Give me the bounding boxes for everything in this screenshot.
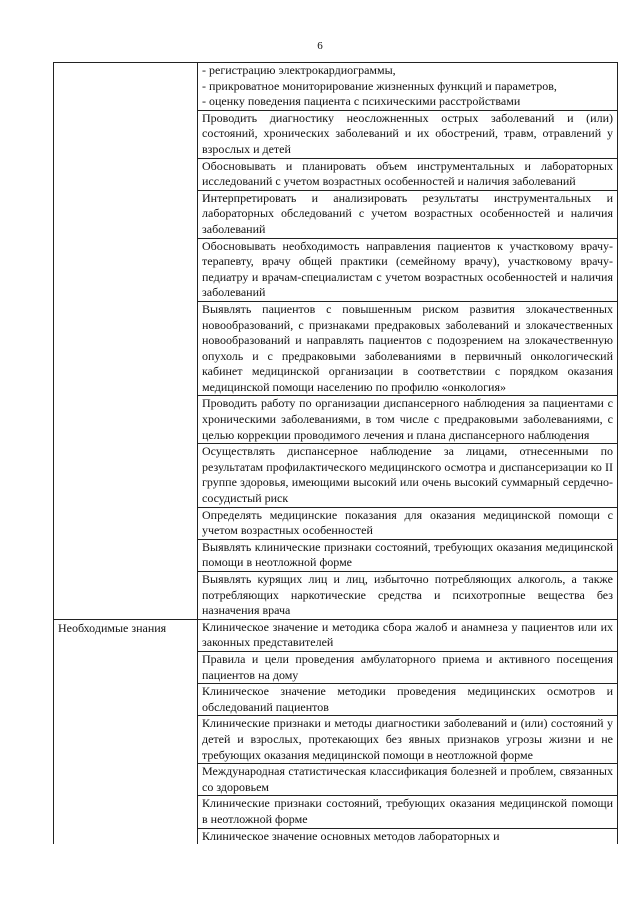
row-text: Интерпретировать и анализировать результаты инструментальных и лабораторных обследований с учетом возрастных особенностей и наличия заболеваний [202,190,613,236]
skills-section [54,63,617,620]
table-row [198,159,617,191]
table-row [198,620,617,652]
table-row [198,111,617,159]
row-text: - прикроватное мониторирование жизненных функций и параметров, [202,78,557,93]
row-text: - регистрацию электрокардиограммы, [202,63,396,77]
row-text: Проводить диагностику неосложненных острых заболеваний и (или) состояний, хронических заболеваний и их обострений, травм, отравлений у взрослых и детей [202,110,613,156]
section-label [54,63,198,620]
skills-list [198,63,617,620]
row-text: Клинические признаки и методы диагностики заболеваний и (или) состояний у детей и взрослых, протекающих без явных признаков угрозы жизни и не требующих оказания медицинской помощи в неотложной форме [202,716,613,762]
row-text: Выявлять клинические признаки состояний, требующих оказания медицинской помощи в неотложной форме [202,539,613,570]
table-row [198,540,617,572]
row-text: Международная статистическая классификация болезней и проблем, связанных со здоровьем [202,764,613,794]
row-text: Проводить работу по организации диспансерного наблюдения за пациентами с хроническими заболеваниями, в том числе с предраковыми заболеваниями, с целью коррекции проводимого лечения и плана диспансерного наблюдения [202,396,613,442]
table-row [198,716,617,764]
knowledge-list [198,620,617,844]
row-text: Определять медицинские показания для оказания медицинской помощи с учетом возрастных особенностей [202,507,613,538]
row-text: Обосновывать и планировать объем инструментальных и лабораторных исследований с учетом возрастных особенностей и наличия заболеваний [202,158,613,189]
row-text: Клиническое значение основных методов лабораторных и [202,828,500,843]
table-row [198,508,617,540]
table-row [198,191,617,239]
row-text: Осуществлять диспансерное наблюдение за лицами, отнесенными по результатам профилактического медицинского осмотра и диспансеризации ко II группе здоровья, имеющими высокий или очень высокий суммарный сердечно-сосудистый риск [202,444,613,506]
section-label-knowledge: Необходимые знания [54,620,198,844]
table-row [198,444,617,507]
table-row [198,572,617,620]
row-text: Клиническое значение методики проведения медицинских осмотров и обследований пациентов [202,684,613,714]
row-text: Обосновывать необходимость направления пациентов к участковому врачу-терапевту, врачу общей практики (семейному врачу), участковому врачу-педиатру и врачам-специалистам с учетом возрастных особенностей и наличия заболеваний [202,238,613,300]
row-text: Выявлять пациентов с повышенным риском развития злокачественных новообразований, с признаками предраковых заболеваний и злокачественных новообразований и направлять пациентов с подозрением на злокачественную опухоль и с предраковыми заболеваниями в первичный онкологический кабинет медицинской организации в соответствии с порядком оказания медицинской помощи населению по профилю «онкология» [202,301,613,394]
row-text: Правила и цели проведения амбулаторного приема и активного посещения пациентов на дому [202,651,613,682]
table-row [198,302,617,397]
table-row [198,829,617,845]
table-row [198,796,617,828]
table-row [198,239,617,302]
row-text: - оценку поведения пациента с психическими расстройствами [202,94,521,109]
row-text: Выявлять курящих лиц и лиц, избыточно потребляющих алкоголь, а также потребляющих наркотические средства и психотропные вещества без назначения врача [202,572,613,618]
knowledge-section [54,620,617,844]
table-row [198,63,617,111]
competency-table [53,62,618,844]
page-number: 6 [317,40,323,52]
table-row [198,396,617,444]
row-text: Клинические признаки состояний, требующих оказания медицинской помощи в неотложной форме [202,796,613,826]
table-row [198,764,617,796]
table-row [198,684,617,716]
row-text: Клиническое значение и методика сбора жалоб и анамнеза у пациентов или их законных представителей [202,619,613,650]
table-row [198,652,617,684]
